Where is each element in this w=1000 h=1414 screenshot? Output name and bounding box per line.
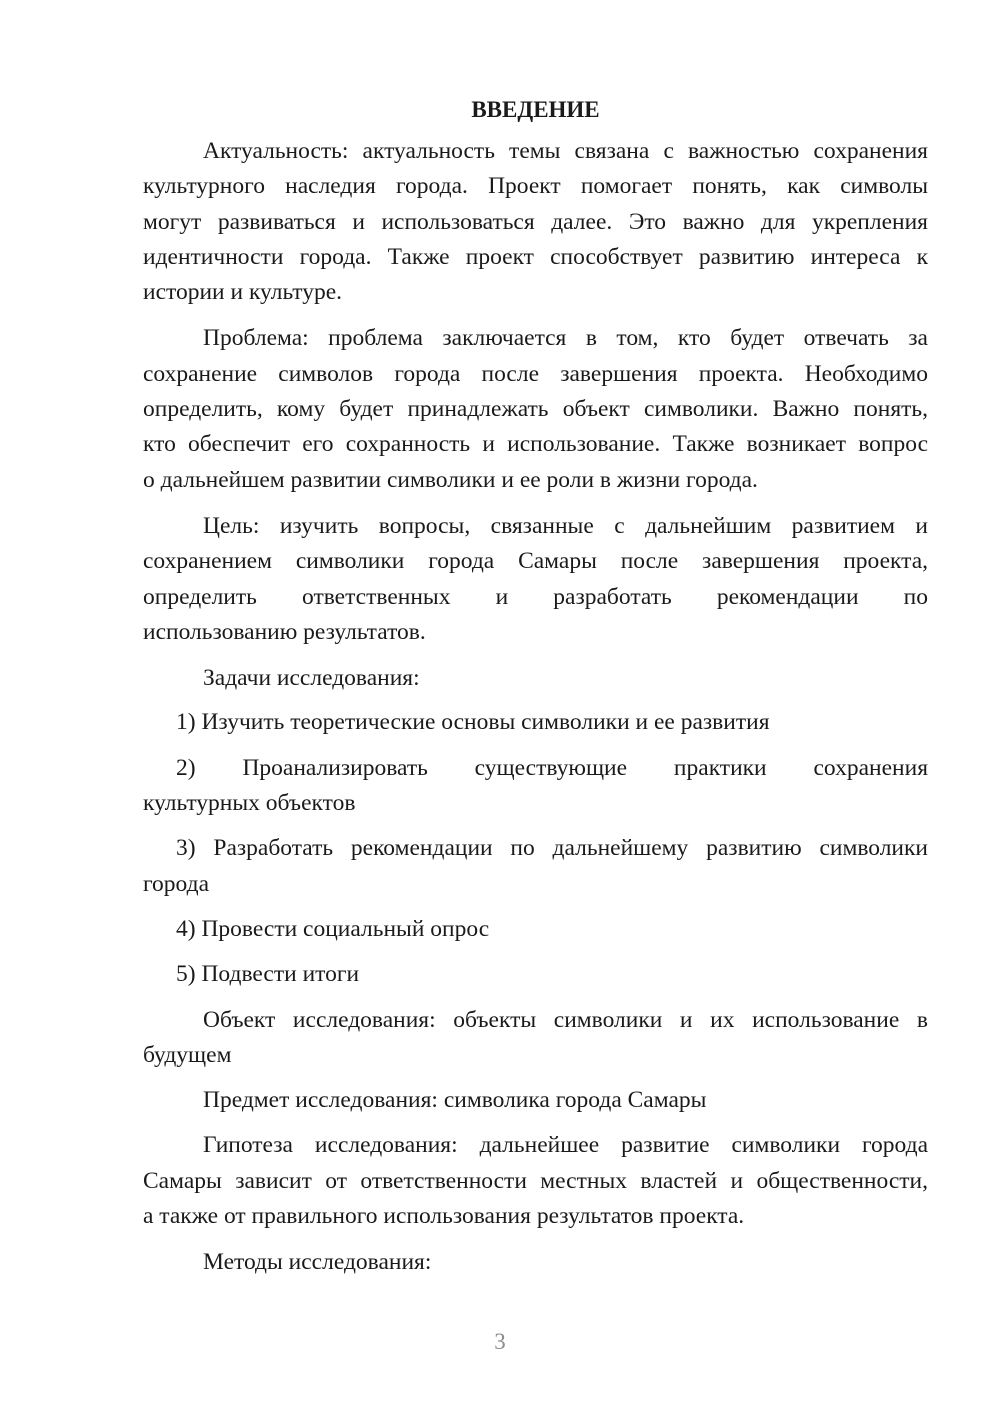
text-line: Актуальность: актуальность темы связана с важностью сохранения xyxy=(203,138,928,164)
text-line: Объект исследования: объекты символики и их использование в xyxy=(203,1006,928,1033)
text-line: культурных объектов xyxy=(143,790,356,817)
text-line: о дальнейшем развитии символики и ее роли в жизни города. xyxy=(143,466,758,493)
text-line: использованию результатов. xyxy=(143,618,426,645)
text-line: 4) Провести социальный опрос xyxy=(176,915,490,942)
list-item xyxy=(143,751,928,822)
text-line: Цель: изучить вопросы, связанные с дальнейшим развитием и xyxy=(203,512,928,539)
text-line: идентичности города. Также проект способствует развитию интереса к xyxy=(143,243,928,270)
text-line: Гипотеза исследования: дальнейшее развитие символики города xyxy=(203,1132,928,1159)
text-line: определить, кому будет принадлежать объект символики. Важно понять, xyxy=(143,396,928,423)
text-line: истории и культуре. xyxy=(143,279,343,306)
text-line: 1) Изучить теоретические основы символики и ее развития xyxy=(176,709,770,736)
paragraph-subject xyxy=(143,1083,928,1118)
text-line: культурного наследия города. Проект помогает понять, как символы xyxy=(143,173,928,200)
text-line: 3) Разработать рекомендации по дальнейшему развитию символики xyxy=(176,835,928,862)
paragraph-object xyxy=(143,1003,928,1074)
paragraph-relevance xyxy=(143,134,928,310)
text-line: а также от правильного использования результатов проекта. xyxy=(143,1203,745,1230)
text-line: 5) Подвести итоги xyxy=(176,961,360,988)
text-line: будущем xyxy=(143,1041,232,1068)
text-line: 2) Проанализировать существующие практики сохранения xyxy=(176,754,928,781)
text-line: города xyxy=(143,870,210,897)
list-item xyxy=(143,831,928,902)
text-line: Самары зависит от ответственности местных властей и общественности, xyxy=(143,1167,928,1194)
paragraph-hypothesis xyxy=(143,1128,928,1234)
list-item xyxy=(143,957,928,992)
document-page xyxy=(143,92,928,1281)
tasks-list xyxy=(143,705,928,992)
paragraph-goal xyxy=(143,509,928,650)
section-heading: ВВЕДЕНИЕ xyxy=(471,97,600,122)
list-item xyxy=(143,705,928,740)
text-line: могут развиваться и использоваться далее. Это важно для укрепления xyxy=(143,208,928,235)
methods-title: Методы исследования: xyxy=(203,1249,432,1276)
text-line: кто обеспечит его сохранность и использование. Также возникает вопрос xyxy=(143,431,928,458)
text-line: Проблема: проблема заключается в том, кто будет отвечать за xyxy=(203,325,928,352)
text-line: сохранением символики города Самары после завершения проекта, xyxy=(143,548,928,575)
page-number: 3 xyxy=(494,1329,506,1354)
tasks-title: Задачи исследования: xyxy=(203,665,420,692)
text-line: определить ответственных и разработать рекомендации по xyxy=(143,583,928,610)
text-line: Предмет исследования: символика города Самары xyxy=(203,1087,707,1114)
text-line: сохранение символов города после завершения проекта. Необходимо xyxy=(143,360,928,387)
paragraph-problem xyxy=(143,321,928,497)
list-item xyxy=(143,912,928,947)
